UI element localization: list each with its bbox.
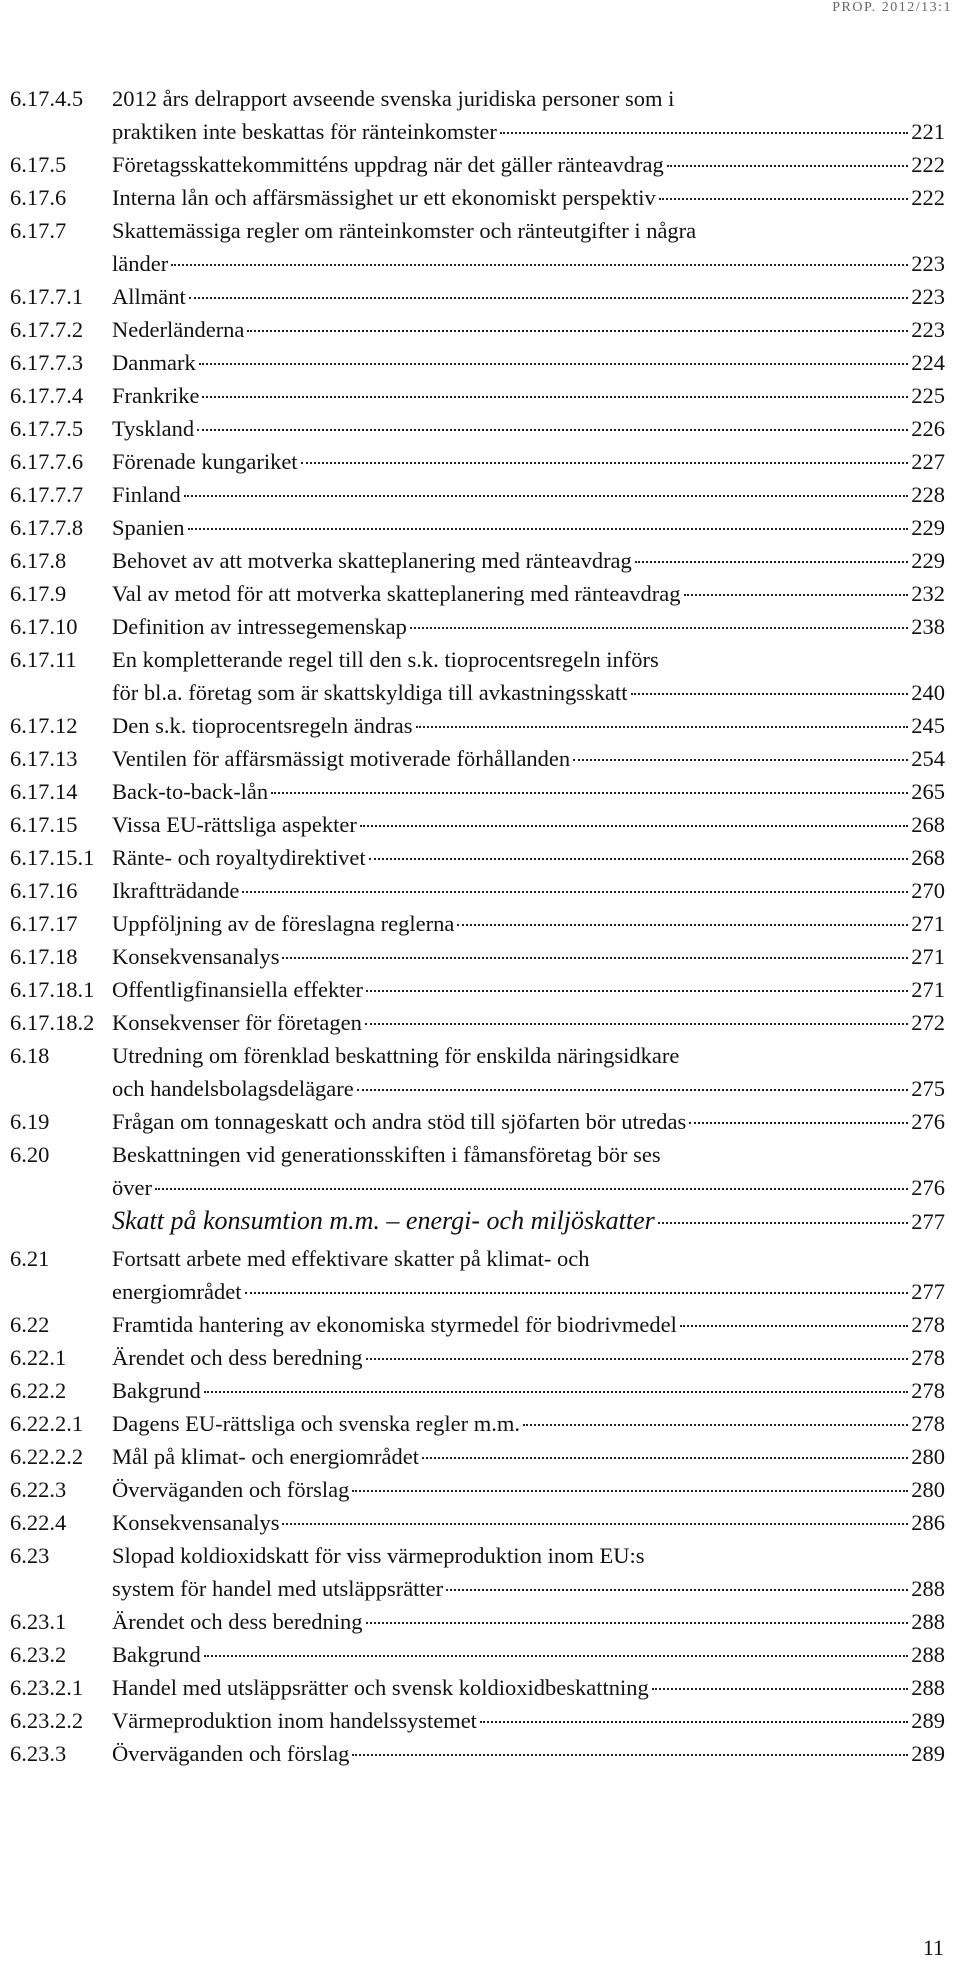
dot-leader	[352, 1754, 908, 1756]
toc-entry-number: 6.17.18.2	[10, 1010, 95, 1035]
toc-entry-page: 223	[911, 284, 945, 309]
dot-leader	[247, 330, 908, 332]
toc-entry-title: Överväganden och förslag	[112, 1741, 350, 1766]
toc-entry-number: 6.17.18.1	[10, 977, 95, 1002]
dot-leader	[366, 1358, 909, 1360]
toc-entry[interactable]	[10, 148, 945, 181]
toc-entry-number: 6.21	[10, 1246, 50, 1271]
dot-leader	[357, 1089, 908, 1091]
dot-leader	[155, 1188, 908, 1190]
toc-entry-number: 6.23.2	[10, 1642, 67, 1667]
toc-entry[interactable]	[10, 709, 945, 742]
toc-entry-title: Frankrike	[112, 383, 200, 408]
toc-entry-title: Ventilen för affärsmässigt motiverade förhållanden	[112, 746, 571, 771]
toc-entry-page: 271	[911, 944, 945, 969]
toc-entry-page: 276	[911, 1175, 945, 1200]
toc-entry-title: Konsekvensanalys	[112, 1510, 280, 1535]
toc-entry-title: för bl.a. företag som är skattskyldiga till avkastningsskatt	[112, 680, 628, 705]
toc-entry[interactable]	[10, 1473, 945, 1506]
toc-entry-page: 271	[911, 911, 945, 936]
toc-entry-title: Företagsskattekommitténs uppdrag när det gäller ränteavdrag	[112, 152, 664, 177]
toc-entry-page: 268	[911, 812, 945, 837]
dot-leader	[416, 726, 909, 728]
toc-entry-title: Interna lån och affärsmässighet ur ett ekonomiskt perspektiv	[112, 185, 656, 210]
toc-entry[interactable]	[10, 808, 945, 841]
toc-entry-number: 6.23.2.2	[10, 1708, 84, 1733]
dot-leader	[689, 1122, 908, 1124]
dot-leader	[684, 594, 909, 596]
toc-entry-number: 6.23	[10, 1543, 50, 1568]
toc-entry-page: 278	[911, 1411, 945, 1436]
toc-entry[interactable]	[10, 1407, 945, 1440]
toc-entry[interactable]	[10, 1737, 945, 1770]
toc-entry-page: 280	[911, 1477, 945, 1502]
dot-leader	[204, 1655, 909, 1657]
dot-leader	[680, 1325, 908, 1327]
toc-entry-title: 2012 års delrapport avseende svenska juridiska personer som i	[112, 86, 675, 111]
dot-leader	[171, 264, 908, 266]
dot-leader	[197, 429, 908, 431]
toc-entry[interactable]	[10, 940, 945, 973]
toc-entry-number: 6.22.2	[10, 1378, 67, 1403]
toc-entry[interactable]	[10, 1039, 945, 1105]
toc-entry-number: 6.17.11	[10, 647, 77, 672]
toc-entry-title: system för handel med utsläppsrätter	[112, 1576, 444, 1601]
toc-entry-title: Fortsatt arbete med effektivare skatter på klimat- och	[112, 1246, 590, 1271]
toc-entry[interactable]	[10, 973, 945, 1006]
dot-leader	[523, 1424, 908, 1426]
toc-entry[interactable]	[10, 1506, 945, 1539]
toc-entry[interactable]	[10, 643, 945, 709]
toc-entry-number: 6.17.10	[10, 614, 78, 639]
toc-entry-number: 6.22.2.2	[10, 1444, 84, 1469]
toc-entry-page: 272	[911, 1010, 945, 1035]
toc-entry-title: Definition av intressegemenskap	[112, 614, 407, 639]
dot-leader	[360, 825, 908, 827]
toc-entry-title: Överväganden och förslag	[112, 1477, 350, 1502]
toc-entry-page: 222	[911, 152, 945, 177]
toc-entry[interactable]	[10, 544, 945, 577]
toc-entry-page: 278	[911, 1378, 945, 1403]
dot-leader	[667, 165, 909, 167]
toc-entry-title: En kompletterande regel till den s.k. tioprocentsregeln införs	[112, 647, 659, 672]
dot-leader	[189, 297, 909, 299]
toc-entry-title: energiområdet	[112, 1279, 242, 1304]
toc-entry-page: 240	[911, 680, 945, 705]
toc-entry[interactable]	[10, 610, 945, 643]
toc-entry-page: 288	[911, 1576, 945, 1601]
toc-entry-number: 6.22.2.1	[10, 1411, 84, 1436]
toc-entry[interactable]	[10, 1105, 945, 1138]
toc-entry[interactable]	[10, 280, 945, 313]
page-number: 11	[922, 1935, 944, 1960]
toc-entry-title: Ikraftträdande	[112, 878, 240, 903]
toc-entry[interactable]	[10, 742, 945, 775]
toc-entry[interactable]	[10, 775, 945, 808]
toc-entry-number: 6.17.6	[10, 185, 67, 210]
dot-leader	[188, 528, 909, 530]
toc-entry-page: 275	[911, 1076, 945, 1101]
toc-entry-number: 6.17.7.8	[10, 515, 84, 540]
toc-entry-number: 6.23.1	[10, 1609, 67, 1634]
toc-entry-title: Spanien	[112, 515, 185, 540]
dot-leader	[410, 627, 908, 629]
dot-leader	[202, 396, 908, 398]
toc-entry[interactable]	[10, 1638, 945, 1671]
dot-leader	[457, 924, 908, 926]
toc-entry-number: 6.17.15.1	[10, 845, 95, 870]
dot-leader	[352, 1490, 908, 1492]
toc-entry[interactable]	[10, 181, 945, 214]
dot-leader	[659, 198, 908, 200]
toc-entry[interactable]	[10, 1539, 945, 1605]
toc-entry[interactable]	[10, 874, 945, 907]
toc-entry[interactable]	[10, 1242, 945, 1308]
toc-entry-page: 232	[911, 581, 945, 606]
toc-entry-title: Finland	[112, 482, 181, 507]
toc-entry[interactable]	[10, 445, 945, 478]
toc-entry-page: 245	[911, 713, 945, 738]
toc-entry[interactable]	[10, 1671, 945, 1704]
dot-leader	[369, 858, 909, 860]
toc-entry-title: Behovet av att motverka skatteplanering med ränteavdrag	[112, 548, 632, 573]
toc-entry-title: Värmeproduktion inom handelssystemet	[112, 1708, 477, 1733]
toc-entry-page: 226	[911, 416, 945, 441]
dot-leader	[480, 1721, 908, 1723]
toc-entry-number: 6.17.4.5	[10, 86, 84, 111]
dot-leader	[652, 1688, 908, 1690]
dot-leader	[242, 891, 908, 893]
toc-entry-title: Bakgrund	[112, 1378, 201, 1403]
toc-entry-page: 223	[911, 317, 945, 342]
dot-leader	[204, 1391, 909, 1393]
toc-entry-title: Val av metod för att motverka skatteplanering med ränteavdrag	[112, 581, 681, 606]
toc-entry[interactable]	[10, 907, 945, 940]
toc-entry-number: 6.17.13	[10, 746, 78, 771]
toc-entry[interactable]	[10, 1138, 945, 1204]
toc-entry[interactable]	[10, 412, 945, 445]
dot-leader	[446, 1589, 908, 1591]
toc-entry[interactable]	[10, 1704, 945, 1737]
toc-entry-page: 225	[911, 383, 945, 408]
toc-entry-number: 6.22	[10, 1312, 50, 1337]
toc-entry-title: Allmänt	[112, 284, 186, 309]
toc-entry-title: och handelsbolagsdelägare	[112, 1076, 354, 1101]
toc-entry-number: 6.23.3	[10, 1741, 67, 1766]
toc-entry-page: 221	[911, 119, 945, 144]
toc-entry[interactable]	[10, 214, 945, 280]
toc-entry-title: Nederländerna	[112, 317, 245, 342]
toc-entry-title: Den s.k. tioprocentsregeln ändras	[112, 713, 413, 738]
toc-entry[interactable]	[10, 379, 945, 412]
toc-entry-number: 6.17.18	[10, 944, 78, 969]
toc-entry-page: 265	[911, 779, 945, 804]
toc-entry[interactable]	[10, 577, 945, 610]
toc-entry[interactable]	[10, 1006, 945, 1039]
toc-entry-number: 6.20	[10, 1142, 50, 1167]
toc-entry-number: 6.17.7.3	[10, 350, 84, 375]
toc-entry-number: 6.17.7.6	[10, 449, 84, 474]
toc-entry-number: 6.17.7.4	[10, 383, 84, 408]
toc-entry-title: Utredning om förenklad beskattning för enskilda näringsidkare	[112, 1043, 680, 1068]
toc-section-heading[interactable]	[10, 1204, 945, 1242]
dot-leader	[422, 1457, 908, 1459]
toc-entry-number: 6.17.14	[10, 779, 78, 804]
toc-entry-title: länder	[112, 251, 169, 276]
toc-entry-title: Ärendet och dess beredning	[112, 1345, 363, 1370]
toc-entry-page: 254	[911, 746, 945, 771]
toc-entry-page: 280	[911, 1444, 945, 1469]
dot-leader	[573, 759, 908, 761]
dot-leader	[631, 693, 909, 695]
toc-entry-number: 6.17.7.2	[10, 317, 84, 342]
toc-entry[interactable]	[10, 511, 945, 544]
toc-entry-title: Handel med utsläppsrätter och svensk koldioxidbeskattning	[112, 1675, 649, 1700]
toc-entry-title: Dagens EU-rättsliga och svenska regler m.m.	[112, 1411, 520, 1436]
toc-entry-title: Danmark	[112, 350, 196, 375]
toc-entry-title: Uppföljning av de föreslagna reglerna	[112, 911, 455, 936]
toc-entry-page: 288	[911, 1675, 945, 1700]
toc-entry-title: Konsekvensanalys	[112, 944, 280, 969]
toc-entry-title: Vissa EU-rättsliga aspekter	[112, 812, 357, 837]
toc-entry-number: 6.17.17	[10, 911, 78, 936]
dot-leader	[282, 1523, 908, 1525]
toc-entry-title: Beskattningen vid generationsskiften i fåmansföretag bör ses	[112, 1142, 661, 1167]
toc-entry-page: 227	[911, 449, 945, 474]
dot-leader	[366, 990, 908, 992]
toc-entry-page: 289	[911, 1708, 945, 1733]
toc-entry-page: 277	[911, 1209, 945, 1234]
toc-entry-number: 6.17.5	[10, 152, 67, 177]
toc-entry[interactable]	[10, 346, 945, 379]
toc-entry-title: Bakgrund	[112, 1642, 201, 1667]
toc-entry[interactable]	[10, 478, 945, 511]
toc-entry-title: Konsekvenser för företagen	[112, 1010, 362, 1035]
toc-entry-number: 6.22.4	[10, 1510, 67, 1535]
dot-leader	[199, 363, 909, 365]
toc-entry-title: Framtida hantering av ekonomiska styrmedel för biodrivmedel	[112, 1312, 677, 1337]
toc-entry-title: Offentligfinansiella effekter	[112, 977, 363, 1002]
toc-entry[interactable]	[10, 841, 945, 874]
toc-entry-page: 278	[911, 1312, 945, 1337]
toc-entry-number: 6.17.9	[10, 581, 67, 606]
toc-entry-page: 278	[911, 1345, 945, 1370]
toc-entry-page: 224	[911, 350, 945, 375]
toc-entry-number: 6.17.15	[10, 812, 78, 837]
dot-leader	[658, 1222, 908, 1224]
toc-entry-number: 6.22.1	[10, 1345, 67, 1370]
toc-entry-page: 286	[911, 1510, 945, 1535]
toc-entry-number: 6.17.16	[10, 878, 78, 903]
dot-leader	[184, 495, 908, 497]
toc-entry-page: 268	[911, 845, 945, 870]
toc-entry-page: 223	[911, 251, 945, 276]
toc-entry[interactable]	[10, 82, 945, 148]
toc-entry-page: 229	[911, 515, 945, 540]
toc-entry-number: 6.17.7.1	[10, 284, 84, 309]
toc-entry-page: 288	[911, 1609, 945, 1634]
dot-leader	[245, 1292, 909, 1294]
toc-entry-page: 277	[911, 1279, 945, 1304]
toc-entry-title: över	[112, 1175, 152, 1200]
toc-entry[interactable]	[10, 1308, 945, 1341]
toc-entry-page: 271	[911, 977, 945, 1002]
toc-entry-number: 6.17.7	[10, 218, 67, 243]
toc-entry-number: 6.22.3	[10, 1477, 67, 1502]
toc-entry-number: 6.17.7.5	[10, 416, 84, 441]
dot-leader	[301, 462, 909, 464]
toc-entry-page: 229	[911, 548, 945, 573]
toc-entry-page: 288	[911, 1642, 945, 1667]
toc-entry-page: 276	[911, 1109, 945, 1134]
dot-leader	[271, 792, 908, 794]
toc-entry-title: Frågan om tonnageskatt och andra stöd till sjöfarten bör utredas	[112, 1109, 687, 1134]
dot-leader	[500, 132, 908, 134]
toc-entry-number: 6.23.2.1	[10, 1675, 84, 1700]
toc-entry-page: 228	[911, 482, 945, 507]
toc-entry[interactable]	[10, 313, 945, 346]
table-of-contents	[10, 82, 945, 1770]
toc-entry-number: 6.17.7.7	[10, 482, 84, 507]
toc-entry-page: 289	[911, 1741, 945, 1766]
toc-entry-page: 238	[911, 614, 945, 639]
toc-entry-page: 270	[911, 878, 945, 903]
toc-entry-title: Ärendet och dess beredning	[112, 1609, 363, 1634]
toc-entry[interactable]	[10, 1341, 945, 1374]
toc-entry-number: 6.17.12	[10, 713, 78, 738]
toc-entry-title: Ränte- och royaltydirektivet	[112, 845, 366, 870]
toc-entry-title: Förenade kungariket	[112, 449, 298, 474]
toc-entry-number: 6.17.8	[10, 548, 67, 573]
dot-leader	[365, 1023, 908, 1025]
dot-leader	[282, 957, 908, 959]
dot-leader	[366, 1622, 909, 1624]
toc-entry-title: praktiken inte beskattas för ränteinkomster	[112, 119, 497, 144]
toc-entry-number: 6.18	[10, 1043, 50, 1068]
toc-entry-title: Skattemässiga regler om ränteinkomster och ränteutgifter i några	[112, 218, 697, 243]
toc-entry-page: 222	[911, 185, 945, 210]
running-header: PROP. 2012/13:1	[832, 0, 952, 15]
toc-entry-title: Back-to-back-lån	[112, 779, 269, 804]
toc-entry-number: 6.19	[10, 1109, 50, 1134]
toc-entry-title: Mål på klimat- och energiområdet	[112, 1444, 419, 1469]
toc-entry[interactable]	[10, 1440, 945, 1473]
toc-entry[interactable]	[10, 1605, 945, 1638]
toc-entry[interactable]	[10, 1374, 945, 1407]
dot-leader	[635, 561, 908, 563]
toc-entry-title: Slopad koldioxidskatt för viss värmeproduktion inom EU:s	[112, 1543, 645, 1568]
toc-entry-title: Skatt på konsumtion m.m. – energi- och miljöskatter	[112, 1206, 655, 1235]
toc-entry-title: Tyskland	[112, 416, 195, 441]
